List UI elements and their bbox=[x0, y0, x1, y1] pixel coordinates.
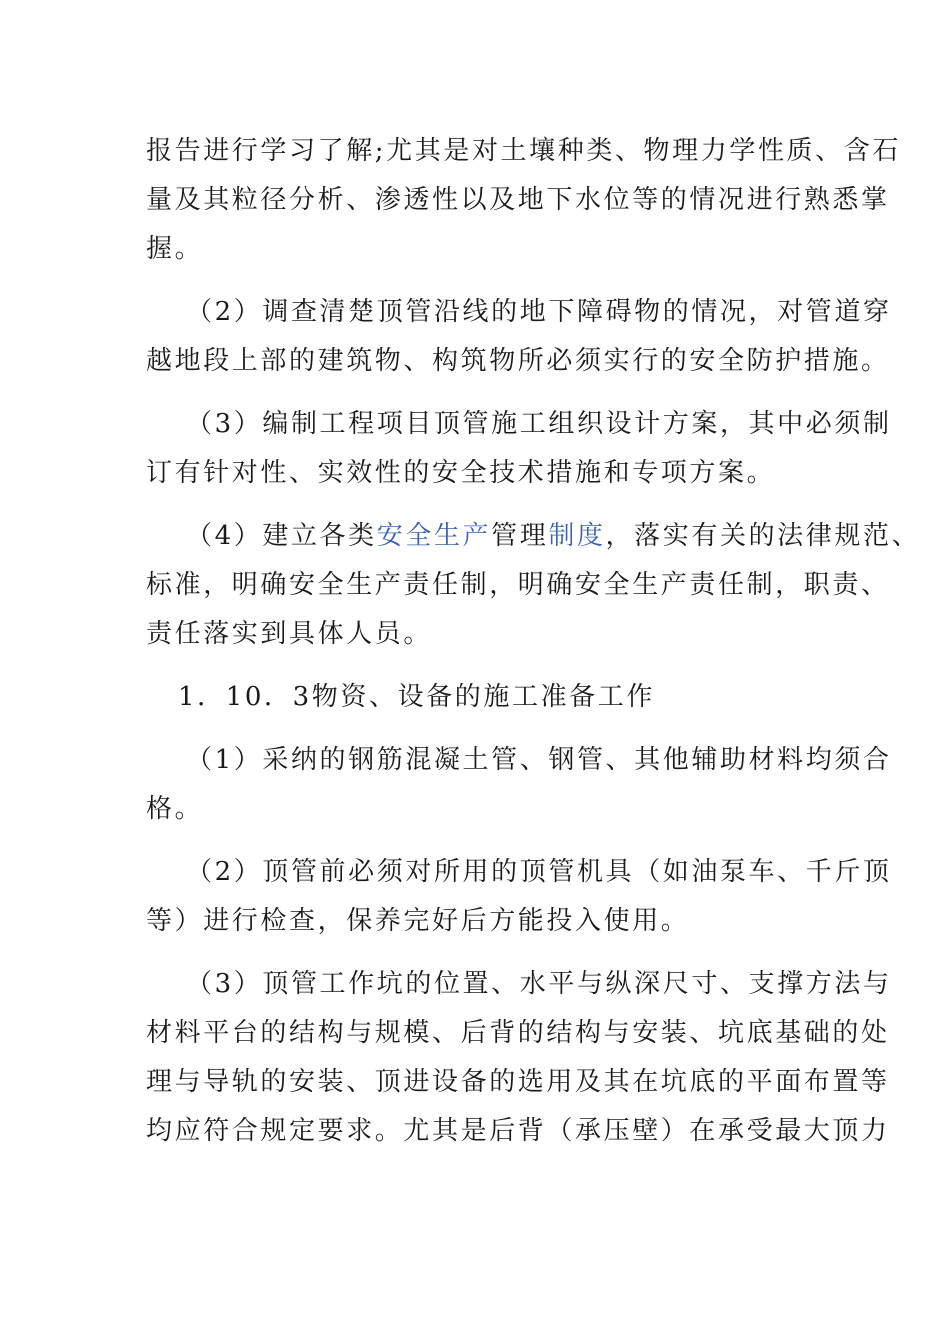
paragraph-line: （2）顶管前必须对所用的顶管机具（如油泵车、千斤顶 bbox=[186, 857, 892, 887]
paragraph-line-item4 bbox=[186, 519, 920, 553]
paragraph-line: 量及其粒径分析、渗透性以及地下水位等的情况进行熟悉掌 bbox=[146, 185, 890, 215]
system-link[interactable]: 制度 bbox=[548, 521, 606, 551]
section-heading: 1．10．3物资、设备的施工准备工作 bbox=[178, 682, 655, 712]
paragraph-line: （3）顶管工作坑的位置、水平与纵深尺寸、支撑方法与 bbox=[186, 969, 892, 999]
paragraph-line: 标准，明确安全生产责任制，明确安全生产责任制，职责、 bbox=[146, 570, 890, 600]
item4-prefix: （4）建立各类 bbox=[186, 521, 377, 551]
paragraph-line: 越地段上部的建筑物、构筑物所必须实行的安全防护措施。 bbox=[146, 346, 890, 376]
paragraph-line: （2）调查清楚顶管沿线的地下障碍物的情况，对管道穿 bbox=[186, 297, 892, 327]
safety-production-link[interactable]: 安全生产 bbox=[376, 521, 492, 551]
paragraph-line: 握。 bbox=[146, 234, 204, 264]
paragraph-line: 理与导轨的安装、顶进设备的选用及其在坑底的平面布置等 bbox=[146, 1067, 890, 1097]
paragraph-line: 报告进行学习了解;尤其是对土壤种类、物理力学性质、含石 bbox=[146, 136, 901, 166]
item4-suffix: ，落实有关的法律规范、 bbox=[605, 521, 921, 551]
paragraph-line: （3）编制工程项目顶管施工组织设计方案，其中必须制 bbox=[186, 409, 892, 439]
paragraph-line: 均应符合规定要求。尤其是后背（承压壁）在承受最大顶力 bbox=[146, 1116, 890, 1146]
paragraph-line: 材料平台的结构与规模、后背的结构与安装、坑底基础的处 bbox=[146, 1018, 890, 1048]
paragraph-line: 订有针对性、实效性的安全技术措施和专项方案。 bbox=[146, 458, 776, 488]
item4-middle: 管理 bbox=[491, 521, 549, 551]
paragraph-line: 等）进行检查，保养完好后方能投入使用。 bbox=[146, 906, 690, 936]
paragraph-line: 格。 bbox=[146, 794, 204, 824]
paragraph-line: 责任落实到具体人员。 bbox=[146, 619, 433, 649]
paragraph-line: （1）采纳的钢筋混凝土管、钢管、其他辅助材料均须合 bbox=[186, 745, 892, 775]
